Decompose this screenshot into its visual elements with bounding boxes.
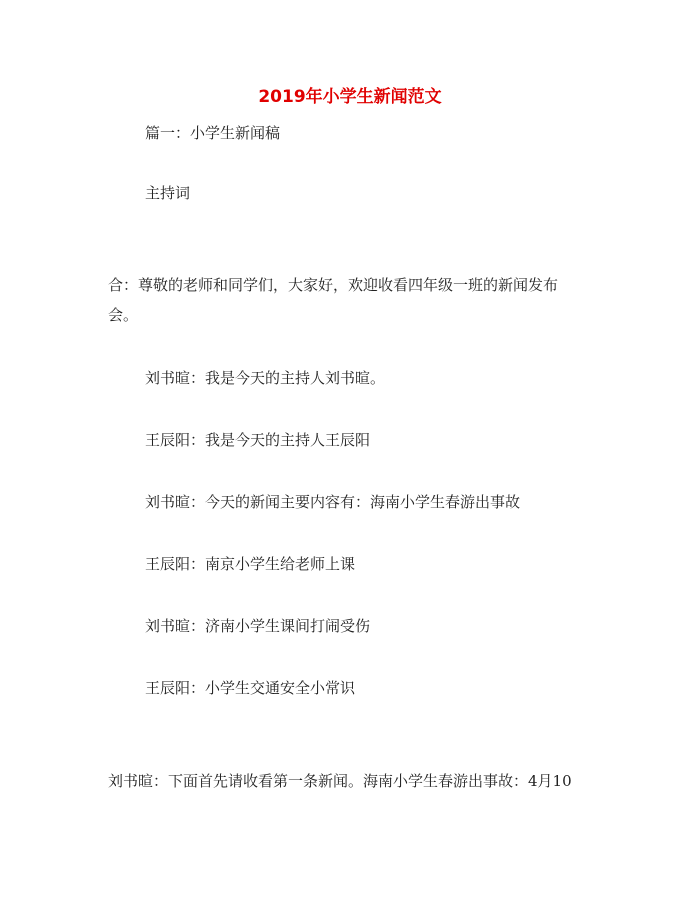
dialogue-line: 王辰阳：我是今天的主持人王辰阳 [145,431,371,449]
dialogue-line: 刘书暄：今天的新闻主要内容有：海南小学生春游出事故 [145,493,521,511]
paragraph-line: 会。 [108,306,139,324]
dialogue-line: 王辰阳：小学生交通安全小常识 [145,679,356,697]
document-title: 2019年小学生新闻范文 [258,87,442,107]
section-heading: 篇一：小学生新闻稿 [145,124,281,142]
subheading-host-script: 主持词 [145,184,191,202]
paragraph-line: 刘书暄：下面首先请收看第一条新闻。海南小学生春游出事故：4月10 [108,772,572,790]
dialogue-line: 王辰阳：南京小学生给老师上课 [145,555,356,573]
dialogue-line: 刘书暄：济南小学生课间打闹受伤 [145,617,371,635]
paragraph-line: 合：尊敬的老师和同学们，大家好，欢迎收看四年级一班的新闻发布 [108,276,559,294]
dialogue-line: 刘书暄：我是今天的主持人刘书暄。 [145,369,386,387]
